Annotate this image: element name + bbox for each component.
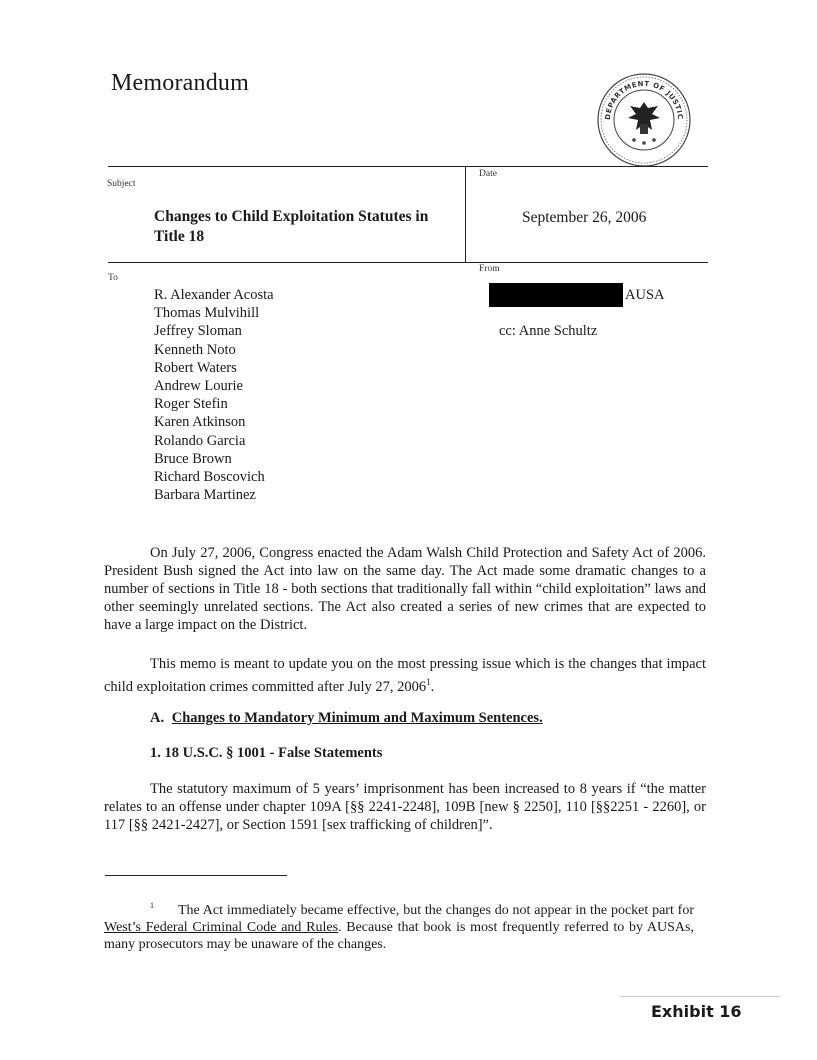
recipient: Roger Stefin bbox=[154, 396, 228, 413]
redaction-block bbox=[489, 283, 623, 307]
footnote-text-end: . Because that book is most frequently referred to by AUSAs, many prosecutors may be unaware of the changes. bbox=[104, 920, 694, 952]
subject-text bbox=[154, 207, 454, 247]
recipient: Kenneth Noto bbox=[154, 341, 236, 358]
header-rule bbox=[108, 166, 708, 167]
body-paragraph-1 bbox=[104, 544, 706, 634]
section-a-title: Changes to Mandatory Minimum and Maximum Sentences. bbox=[171, 710, 543, 726]
footnote-rule bbox=[105, 875, 287, 876]
para2-end: . bbox=[430, 678, 435, 695]
recipient: Richard Boscovich bbox=[154, 469, 265, 486]
from-title: AUSA bbox=[625, 287, 665, 303]
date-value: September 26, 2006 bbox=[522, 209, 647, 226]
paragraph-text bbox=[104, 655, 706, 696]
recipient: Thomas Mulvihill bbox=[154, 305, 260, 322]
recipient: Karen Atkinson bbox=[154, 414, 246, 431]
footnote-text: The Act immediately became effective, but the changes do not appear in the pocket part for bbox=[178, 903, 694, 918]
date-label: Date bbox=[479, 169, 497, 179]
recipient: Rolando Garcia bbox=[154, 432, 246, 449]
section-a-heading bbox=[150, 710, 543, 727]
recipient: Barbara Martinez bbox=[154, 487, 256, 504]
seal-text: DEPARTMENT OF JUSTIC bbox=[603, 79, 685, 121]
subject-line-1: Changes to Child Exploitation Statutes in bbox=[154, 208, 429, 225]
cc-line: cc: Anne Schultz bbox=[499, 323, 598, 339]
column-divider bbox=[465, 166, 466, 262]
recipient: Bruce Brown bbox=[154, 450, 232, 467]
memo-title: Memorandum bbox=[111, 70, 249, 96]
footnote-mark: 1 bbox=[150, 901, 154, 910]
recipient-list bbox=[154, 286, 274, 504]
from-label: From bbox=[479, 264, 500, 274]
para2-text: This memo is meant to update you on the most pressing issue which is the changes that impact child exploitation crimes committed after July 27, 2006 bbox=[104, 656, 706, 695]
exhibit-label: Exhibit 16 bbox=[651, 1002, 742, 1021]
footnote-ref: 1 bbox=[426, 677, 431, 687]
paragraph-text: On July 27, 2006, Congress enacted the Adam Walsh Child Protection and Safety Act of 2006. President Bush signed the Act into law on the same day. The Act made some dramatic changes to a number of sections in Title 18 - both sections that traditionally fall within “child exploitation” laws and other seemingly unrelated sections. The Act also created a series of new crimes that are expected to have a large impact on the District. bbox=[104, 545, 706, 633]
to-label: To bbox=[108, 273, 118, 283]
recipient: Andrew Lourie bbox=[154, 378, 243, 395]
subject-label: Subject bbox=[107, 179, 136, 189]
paragraph-text: The statutory maximum of 5 years’ imprisonment has been increased to 8 years if “the matter relates to an offense under chapter 109A [§§ 2241-2248], 109B [new § 2250], 110 [§§2251 - 2260], or 117 [§§ 2421-2427], or Section 1591 [sex trafficking of children]”. bbox=[104, 781, 706, 833]
doj-seal-icon bbox=[596, 72, 692, 168]
section-1-heading: 1. 18 U.S.C. § 1001 - False Statements bbox=[150, 745, 383, 761]
body-paragraph-2 bbox=[104, 655, 706, 696]
recipient: Jeffrey Sloman bbox=[154, 323, 242, 340]
recipient: R. Alexander Acosta bbox=[154, 287, 274, 303]
subject-line-2: Title 18 bbox=[154, 228, 205, 245]
subject-rule bbox=[108, 262, 708, 263]
body-paragraph-3 bbox=[104, 780, 706, 834]
footnote bbox=[104, 897, 694, 953]
footnote-book-title: West’s Federal Criminal Code and Rules bbox=[104, 920, 339, 935]
recipient: Robert Waters bbox=[154, 359, 237, 376]
section-a-number: A. bbox=[150, 710, 165, 726]
exhibit-rule bbox=[620, 996, 780, 997]
